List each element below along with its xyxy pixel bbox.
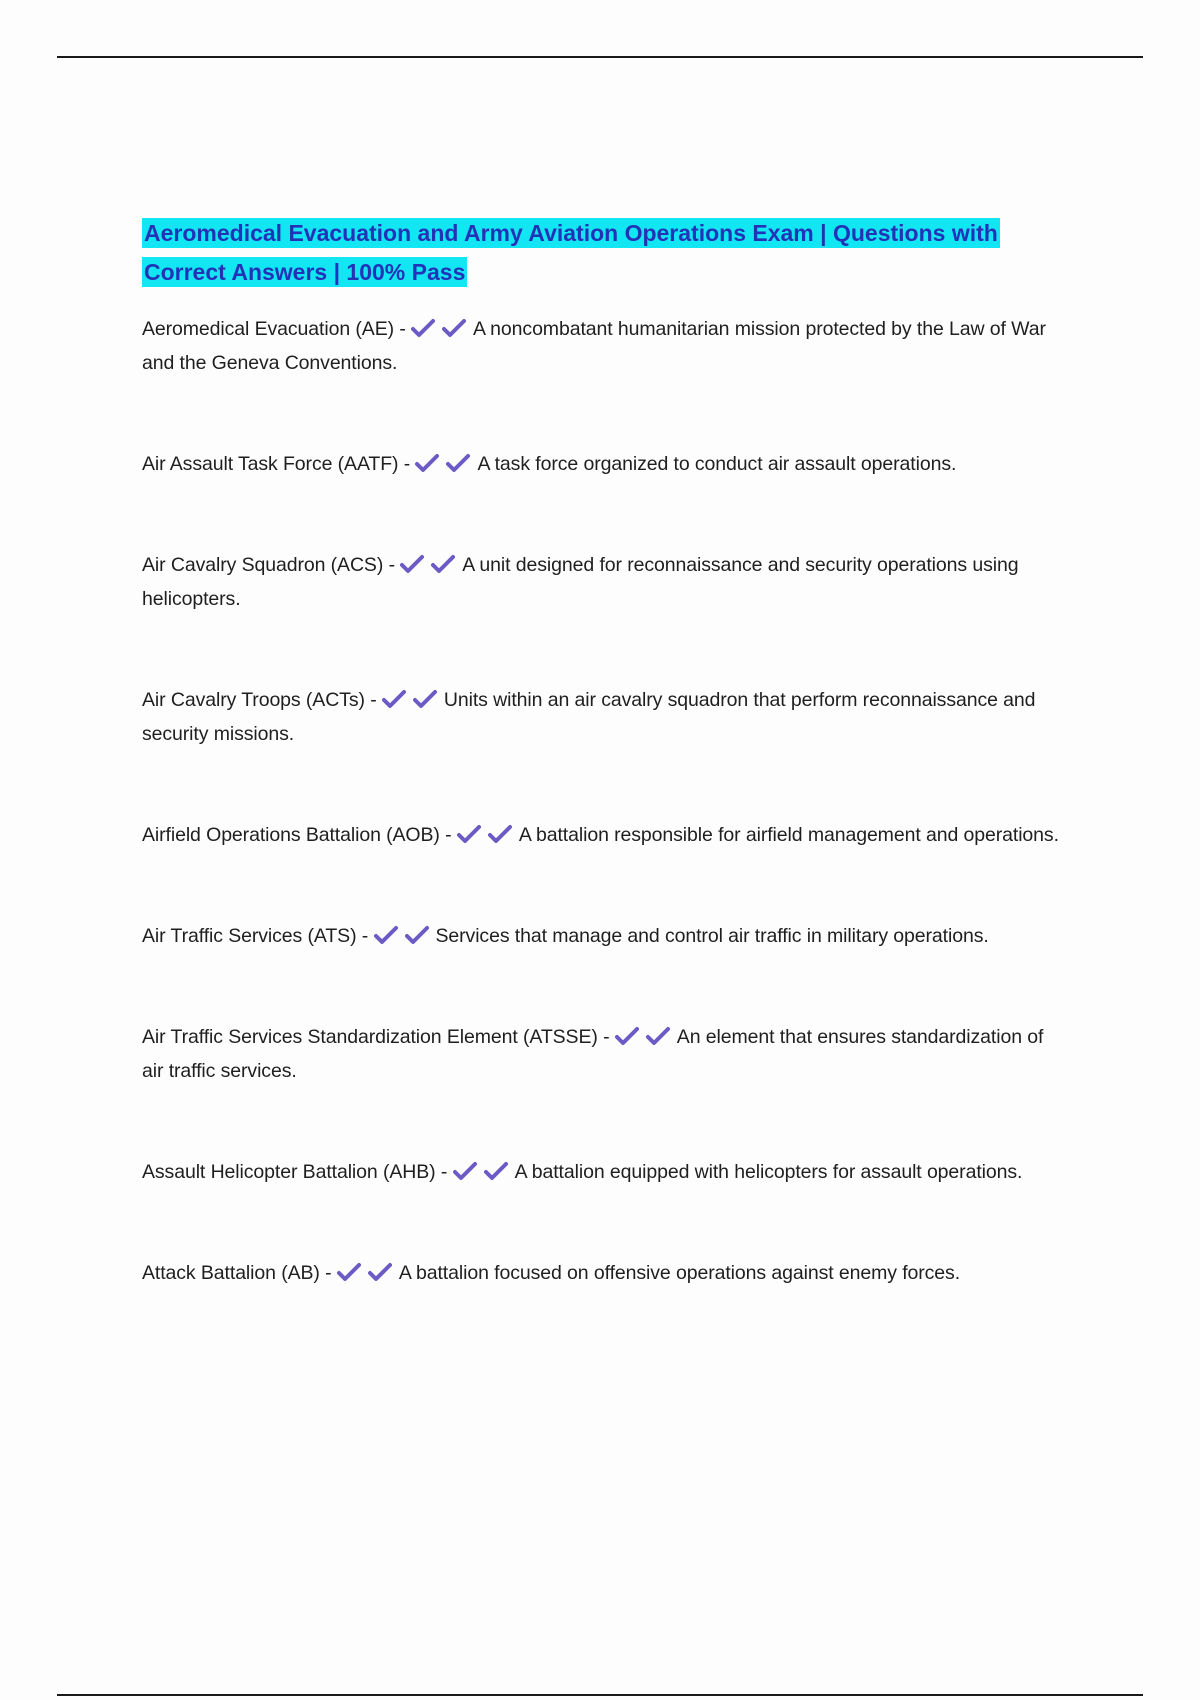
entry-separator: - [439, 824, 457, 846]
check-icon [400, 554, 424, 574]
entry-term: Airfield Operations Battalion (AOB) [142, 824, 440, 846]
entry-term: Air Cavalry Squadron (ACS) [142, 554, 384, 576]
check-icon [646, 1026, 670, 1046]
entry-term: Air Traffic Services (ATS) [142, 925, 357, 947]
entry-separator: - [383, 554, 401, 576]
qa-entry [142, 1155, 1062, 1189]
entry-definition: A task force organized to conduct air assault operations. [477, 453, 957, 475]
qa-entry [142, 683, 1062, 751]
header-rule [57, 56, 1143, 58]
qa-entry [142, 1256, 1062, 1290]
entry-separator: - [319, 1262, 337, 1284]
check-icon [405, 925, 429, 945]
entry-separator: - [597, 1026, 615, 1048]
check-icon [484, 1161, 508, 1181]
entry-term: Assault Helicopter Battalion (AHB) [142, 1161, 436, 1183]
check-icon [382, 689, 406, 709]
qa-entry [142, 1020, 1062, 1088]
entry-separator: - [435, 1161, 453, 1183]
entry-list [142, 312, 1062, 1290]
title-highlight: Aeromedical Evacuation and Army Aviation Operations Exam | Questions with Correct Answers | 100% Pass [144, 220, 998, 285]
check-icon [615, 1026, 639, 1046]
qa-entry [142, 447, 1062, 481]
check-icon [413, 689, 437, 709]
check-icon [337, 1262, 361, 1282]
entry-term: Air Cavalry Troops (ACTs) [142, 689, 365, 711]
entry-definition: A battalion responsible for airfield management and operations. [518, 824, 1059, 846]
entry-definition: A battalion equipped with helicopters for assault operations. [514, 1161, 1023, 1183]
qa-entry [142, 818, 1062, 852]
entry-separator: - [394, 318, 412, 340]
qa-entry [142, 548, 1062, 616]
entry-definition: Units within an air cavalry squadron that perform reconnaissance and security missions. [142, 689, 1036, 745]
entry-separator: - [398, 453, 416, 475]
footer-rule [57, 1694, 1143, 1696]
check-icon [488, 824, 512, 844]
entry-separator: - [364, 689, 382, 711]
document-body [142, 214, 1062, 1357]
entry-definition: A unit designed for reconnaissance and security operations using helicopters. [142, 554, 1019, 610]
check-icon [431, 554, 455, 574]
entry-definition: An element that ensures standardization of air traffic services. [142, 1026, 1044, 1082]
check-icon [415, 453, 439, 473]
entry-definition: A battalion focused on offensive operations against enemy forces. [398, 1262, 961, 1284]
check-icon [374, 925, 398, 945]
check-icon [442, 318, 466, 338]
check-icon [368, 1262, 392, 1282]
document-title [142, 214, 1062, 292]
qa-entry [142, 312, 1062, 380]
check-icon [411, 318, 435, 338]
entry-definition: Services that manage and control air traffic in military operations. [435, 925, 989, 947]
entry-definition: A noncombatant humanitarian mission protected by the Law of War and the Geneva Conventions. [142, 318, 1046, 374]
entry-term: Attack Battalion (AB) [142, 1262, 320, 1284]
entry-term: Air Assault Task Force (AATF) [142, 453, 399, 475]
entry-term: Air Traffic Services Standardization Element (ATSSE) [142, 1026, 598, 1048]
entry-separator: - [356, 925, 374, 947]
qa-entry [142, 919, 1062, 953]
check-icon [457, 824, 481, 844]
check-icon [446, 453, 470, 473]
entry-term: Aeromedical Evacuation (AE) [142, 318, 394, 340]
check-icon [453, 1161, 477, 1181]
